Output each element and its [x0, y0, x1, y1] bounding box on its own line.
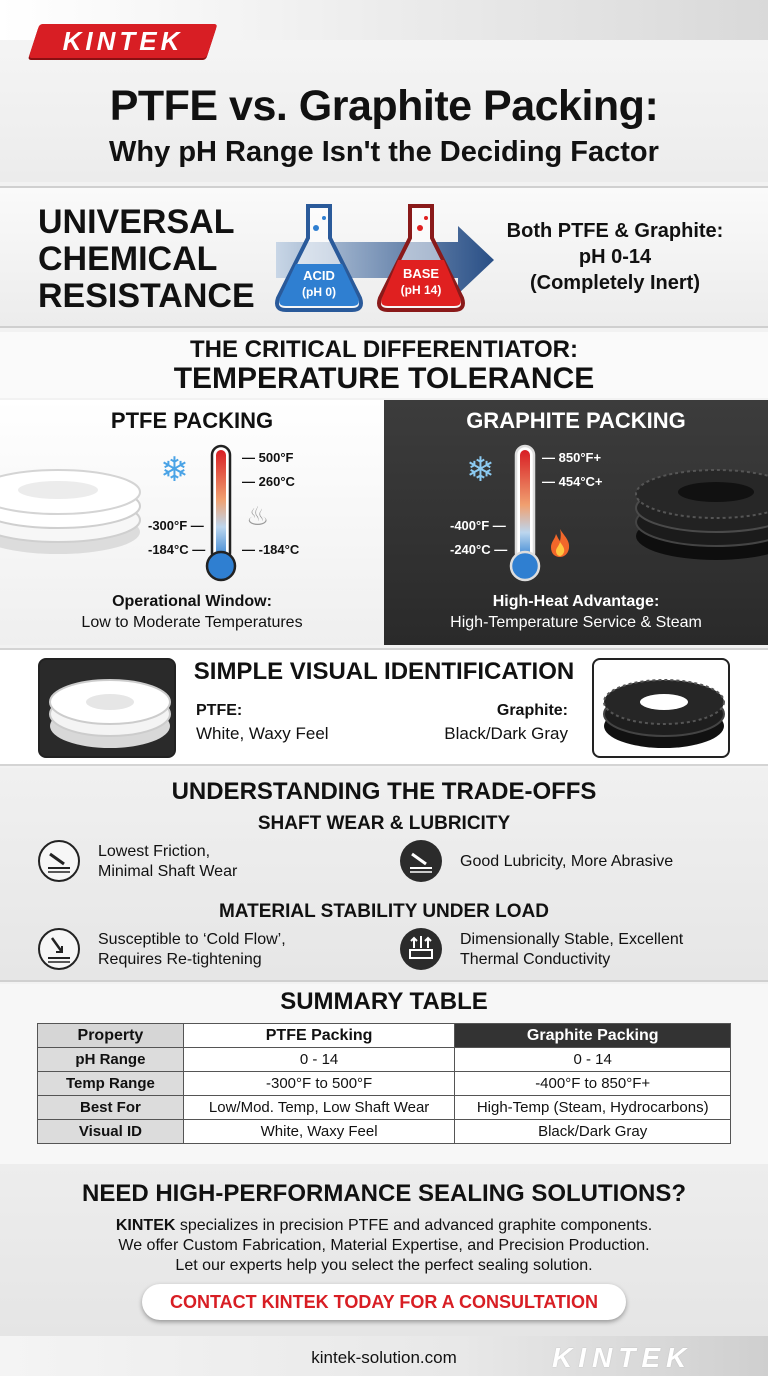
- ptfe-stability-line: Susceptible to ‘Cold Flow’,: [98, 931, 286, 948]
- table-cell: Low/Mod. Temp, Low Shaft Wear: [183, 1096, 455, 1120]
- cta-line-2: We offer Custom Fabrication, Material Expertise, and Precision Production.: [118, 1237, 650, 1254]
- graphite-window-title: High-Heat Advantage:: [492, 593, 660, 610]
- ptfe-min-f: -300°F —: [148, 518, 204, 533]
- ptfe-min-c-right: — -184°C: [242, 542, 300, 557]
- contact-button[interactable]: CONTACT KINTEK TODAY FOR A CONSULTATION: [142, 1284, 626, 1320]
- cta-title: NEED HIGH-PERFORMANCE SEALING SOLUTIONS?: [81, 1180, 687, 1207]
- column-header: Property: [38, 1024, 184, 1048]
- cta-line-1: [0, 1216, 768, 1236]
- table-cell: White, Waxy Feel: [183, 1120, 455, 1144]
- universal-resistance-section: [0, 186, 768, 328]
- graphite-wear-text: Good Lubricity, More Abrasive: [460, 853, 674, 870]
- page-title: PTFE vs. Graphite Packing:: [109, 82, 659, 130]
- ptfe-min-c: -184°C —: [148, 542, 206, 557]
- ptfe-wear-line: Lowest Friction,: [98, 843, 211, 860]
- universal-heading: [38, 204, 255, 315]
- heat-waves-icon: ♨: [246, 502, 270, 532]
- table-header-row: [38, 1024, 731, 1048]
- summary-table: [37, 1023, 731, 1144]
- cta-section: [0, 1164, 768, 1376]
- ptfe-window-desc: Low to Moderate Temperatures: [81, 614, 303, 631]
- result-line: Both PTFE & Graphite:: [506, 220, 724, 242]
- table-row: [38, 1072, 731, 1096]
- critical-differentiator: [0, 332, 768, 398]
- ptfe-panel-title: PTFE PACKING: [110, 408, 274, 433]
- graphite-coil-image: [628, 444, 768, 564]
- base-ph-label: (pH 14): [400, 283, 442, 297]
- snowflake-icon: ❄: [160, 450, 189, 490]
- tradeoffs-section: [0, 768, 768, 982]
- stability-icon: [400, 928, 442, 970]
- graphite-panel-title: GRAPHITE PACKING: [466, 408, 686, 433]
- column-header: Graphite Packing: [455, 1024, 731, 1048]
- ptfe-coil-image: [0, 442, 150, 562]
- acid-base-flasks-illustration: [268, 198, 504, 318]
- ptfe-window-title: Operational Window:: [112, 593, 272, 610]
- graphite-visual-desc: Black/Dark Gray: [444, 724, 568, 743]
- page-subtitle: Why pH Range Isn't the Deciding Factor: [109, 136, 659, 168]
- acid-ph-label: (pH 0): [302, 285, 336, 299]
- graphite-stability-text: [460, 930, 683, 970]
- header: [0, 0, 768, 182]
- column-header: PTFE Packing: [183, 1024, 455, 1048]
- graphite-min-c: -240°C —: [450, 542, 508, 557]
- ptfe-wear-line: Minimal Shaft Wear: [98, 863, 238, 880]
- cold-flow-icon: [38, 928, 80, 970]
- table-cell: 0 - 14: [455, 1048, 731, 1072]
- table-cell: -400°F to 850°F+: [455, 1072, 731, 1096]
- website-link[interactable]: kintek-solution.com: [311, 1348, 457, 1367]
- thermometer-icon: [508, 444, 542, 584]
- material-stability-subtitle: MATERIAL STABILITY UNDER LOAD: [218, 901, 550, 922]
- graphite-stability-line: Thermal Conductivity: [460, 951, 611, 968]
- flame-icon: [548, 528, 572, 558]
- thermometer-icon: [204, 444, 238, 584]
- critical-heading: THE CRITICAL DIFFERENTIATOR:: [190, 336, 578, 363]
- universal-result: [490, 218, 740, 296]
- graphite-max-c: — 454°C+: [542, 474, 603, 489]
- summary-title: SUMMARY TABLE: [280, 988, 488, 1015]
- table-cell: -300°F to 500°F: [183, 1072, 455, 1096]
- ptfe-max-f: — 500°F: [242, 450, 294, 465]
- universal-heading-line: RESISTANCE: [38, 277, 255, 315]
- graphite-window-desc: High-Temperature Service & Steam: [450, 614, 702, 631]
- acid-label: ACID: [303, 268, 335, 283]
- low-friction-icon: [38, 840, 80, 882]
- logo-text: KINTEK: [62, 26, 184, 56]
- cta-line-3: Let our experts help you select the perfect sealing solution.: [175, 1257, 593, 1274]
- temperature-tolerance-heading: TEMPERATURE TOLERANCE: [173, 362, 595, 395]
- result-line: (Completely Inert): [529, 272, 701, 294]
- result-line: pH 0-14: [578, 246, 652, 268]
- table-cell: Black/Dark Gray: [455, 1120, 731, 1144]
- cta-line-1-text: specializes in precision PTFE and advanced graphite components.: [175, 1217, 653, 1234]
- shaft-wear-subtitle: SHAFT WEAR & LUBRICITY: [257, 813, 511, 834]
- graphite-visual-label: Graphite:: [496, 702, 568, 719]
- ptfe-wear-text: [98, 842, 237, 882]
- universal-heading-line: CHEMICAL: [38, 240, 218, 278]
- ptfe-packing-panel: [0, 400, 384, 645]
- summary-section: [0, 984, 768, 1164]
- graphite-max-f: — 850°F+: [542, 450, 602, 465]
- table-cell: pH Range: [38, 1048, 184, 1072]
- table-cell: Visual ID: [38, 1120, 184, 1144]
- cta-brand-word: KINTEK: [115, 1217, 176, 1234]
- snowflake-icon: ❄: [466, 450, 495, 490]
- table-row: [38, 1120, 731, 1144]
- table-cell: Temp Range: [38, 1072, 184, 1096]
- table-cell: High-Temp (Steam, Hydrocarbons): [455, 1096, 731, 1120]
- ptfe-stability-line: Requires Re-tightening: [98, 951, 262, 968]
- abrasive-icon: [400, 840, 442, 882]
- base-label: BASE: [402, 266, 440, 281]
- graphite-min-f: -400°F —: [450, 518, 506, 533]
- kintek-logo[interactable]: [28, 24, 217, 58]
- ptfe-stability-text: [98, 930, 286, 970]
- ptfe-visual-desc: White, Waxy Feel: [196, 724, 329, 743]
- visual-id-title: SIMPLE VISUAL IDENTIFICATION: [193, 658, 575, 685]
- graphite-packing-panel: [384, 400, 768, 645]
- ptfe-visual-label: PTFE:: [196, 702, 243, 719]
- table-row: [38, 1096, 731, 1120]
- table-row: [38, 1048, 731, 1072]
- table-cell: 0 - 14: [183, 1048, 455, 1072]
- tradeoffs-title: UNDERSTANDING THE TRADE-OFFS: [171, 778, 597, 805]
- universal-heading-line: UNIVERSAL: [38, 203, 235, 241]
- graphite-stability-line: Dimensionally Stable, Excellent: [460, 931, 684, 948]
- ptfe-max-c: — 260°C: [242, 474, 295, 489]
- visual-identification-section: [0, 648, 768, 766]
- table-cell: Best For: [38, 1096, 184, 1120]
- footer-logo: KINTEK: [552, 1342, 693, 1373]
